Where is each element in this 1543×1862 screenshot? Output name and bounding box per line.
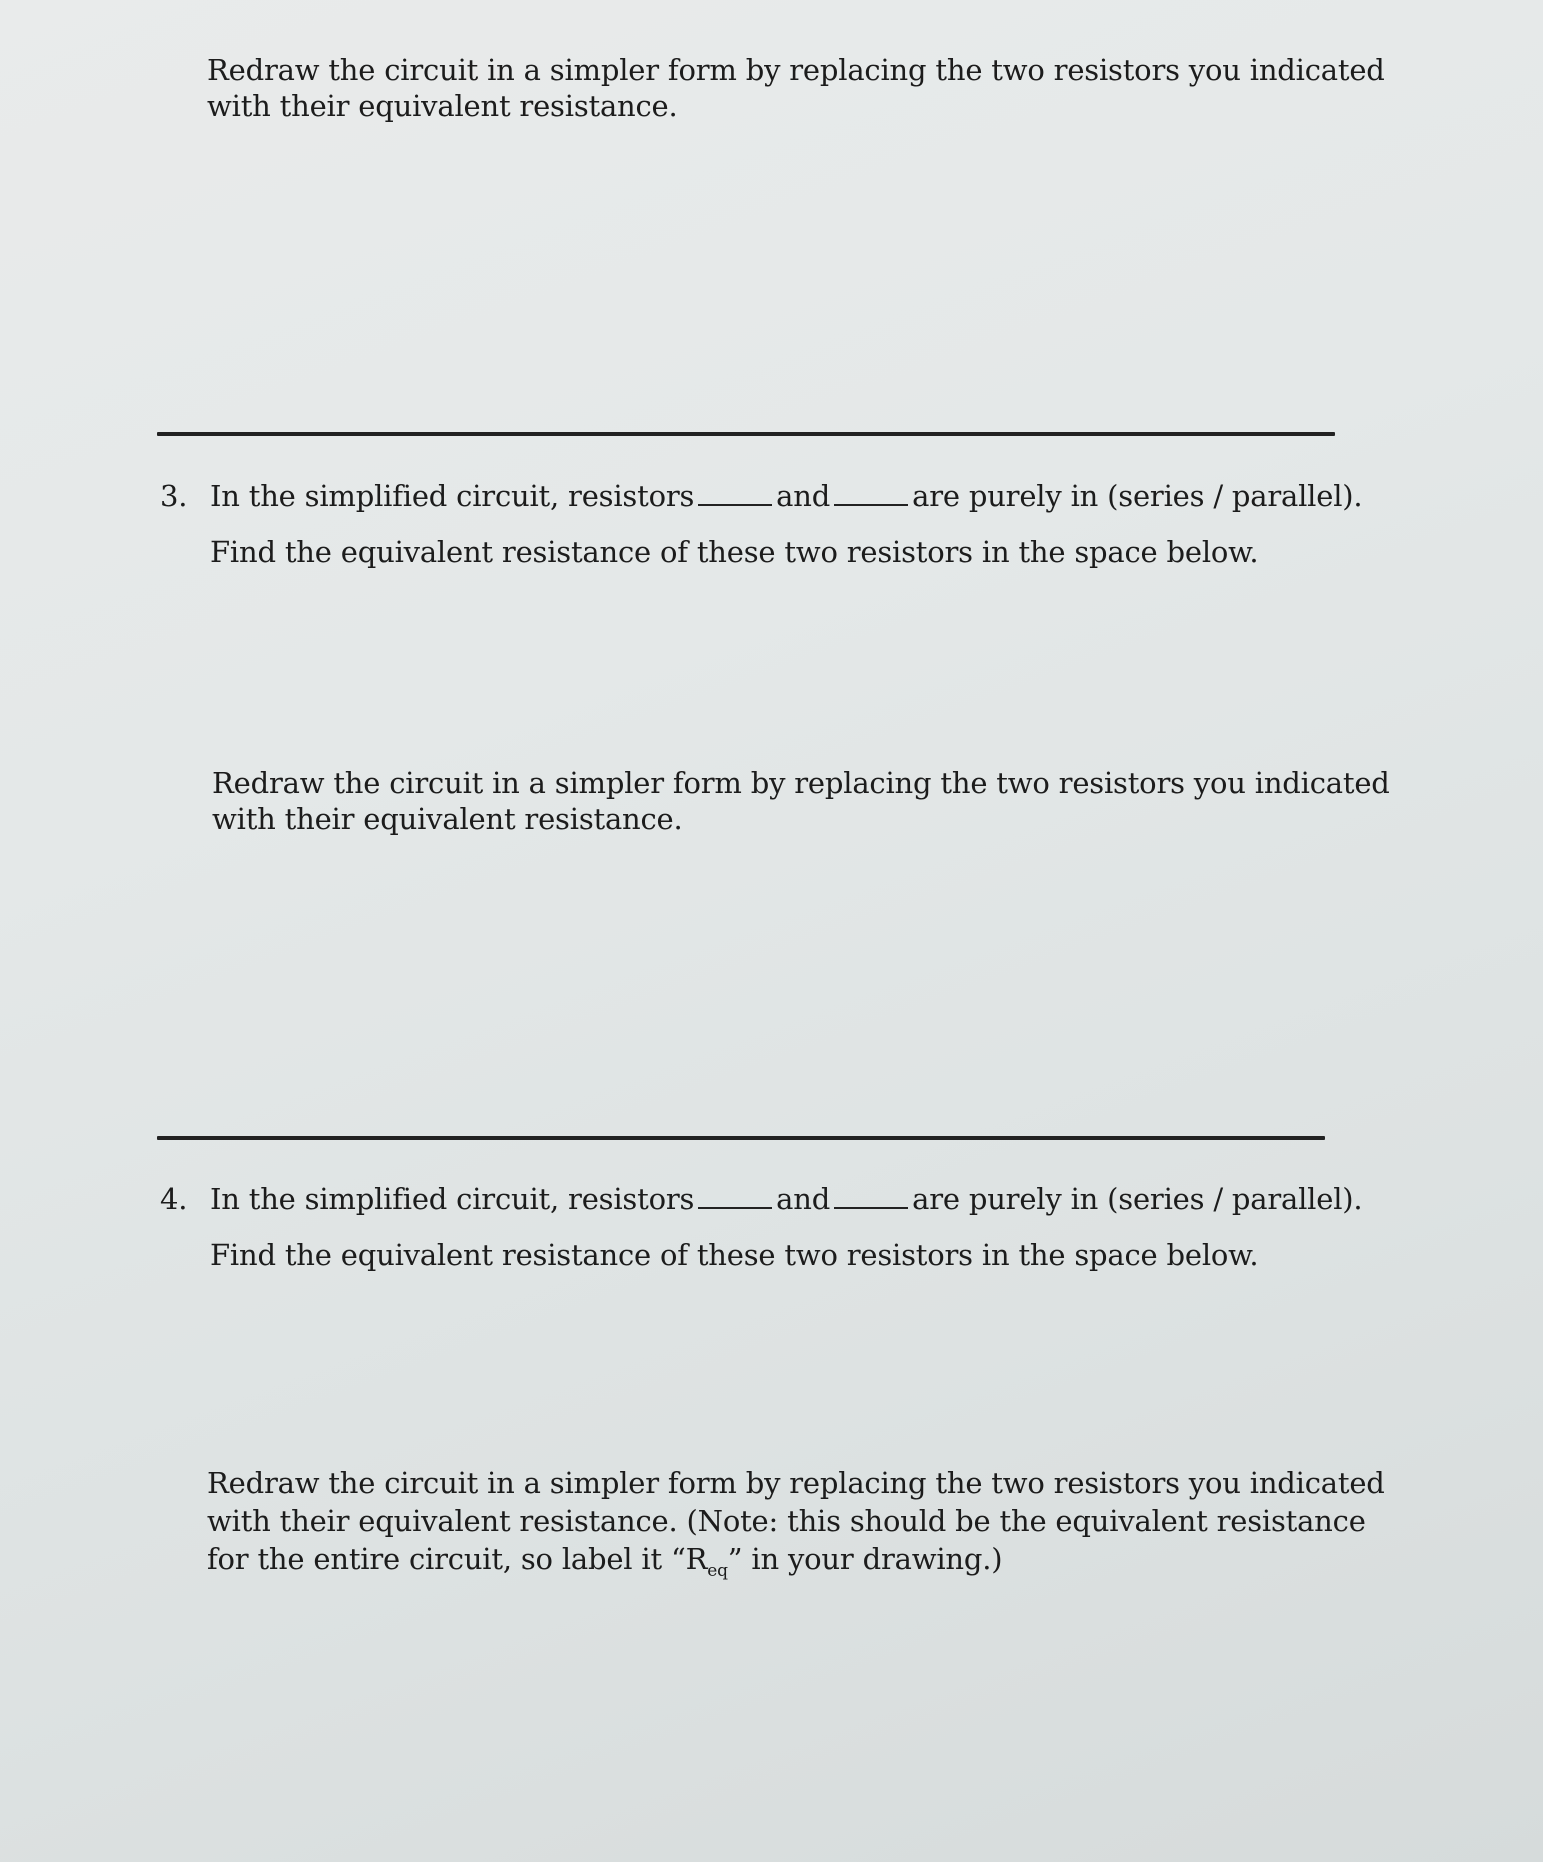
answer-blank-2[interactable] — [834, 482, 908, 506]
answer-blank-1[interactable] — [698, 482, 772, 506]
section-divider — [157, 1136, 1325, 1140]
redraw-instruction-top — [207, 52, 1385, 124]
redraw-line-1: Redraw the circuit in a simpler form by replacing the two resistors you indicated — [212, 766, 1390, 800]
question-statement — [210, 478, 1362, 514]
question-number: 4. — [160, 1182, 188, 1216]
redraw-line-3-end: ” in your drawing.) — [727, 1542, 1003, 1576]
section-divider — [157, 432, 1335, 436]
question-prefix: In the simplified circuit, resistors — [210, 1182, 695, 1216]
question-4 — [160, 1181, 1363, 1281]
redraw-line-3 — [207, 1540, 1385, 1581]
question-and: and — [776, 1182, 831, 1216]
redraw-line-1: Redraw the circuit in a simpler form by replacing the two resistors you indicated — [207, 1466, 1385, 1500]
question-suffix: are purely in (series / parallel). — [912, 1182, 1363, 1216]
question-suffix: are purely in (series / parallel). — [912, 479, 1363, 513]
question-instruction: Find the equivalent resistance of these two resistors in the space below. — [210, 1238, 1259, 1272]
redraw-line-2: with their equivalent resistance. — [212, 802, 683, 836]
question-3 — [160, 478, 1363, 578]
redraw-line-3-start: for the entire circuit, so label it “R — [207, 1542, 708, 1576]
redraw-instruction-4 — [207, 1464, 1385, 1581]
answer-blank-1[interactable] — [698, 1185, 772, 1209]
question-statement — [210, 1181, 1362, 1217]
req-subscript: eq — [707, 1560, 728, 1581]
question-prefix: In the simplified circuit, resistors — [210, 479, 695, 513]
question-and: and — [776, 479, 831, 513]
question-number: 3. — [160, 479, 188, 513]
answer-blank-2[interactable] — [834, 1185, 908, 1209]
redraw-line-2: with their equivalent resistance. (Note: this should be the equivalent resistance — [207, 1504, 1366, 1538]
redraw-line-2: with their equivalent resistance. — [207, 89, 678, 123]
redraw-instruction-3 — [212, 765, 1390, 837]
question-instruction: Find the equivalent resistance of these two resistors in the space below. — [210, 535, 1259, 569]
redraw-line-1: Redraw the circuit in a simpler form by replacing the two resistors you indicated — [207, 53, 1385, 87]
